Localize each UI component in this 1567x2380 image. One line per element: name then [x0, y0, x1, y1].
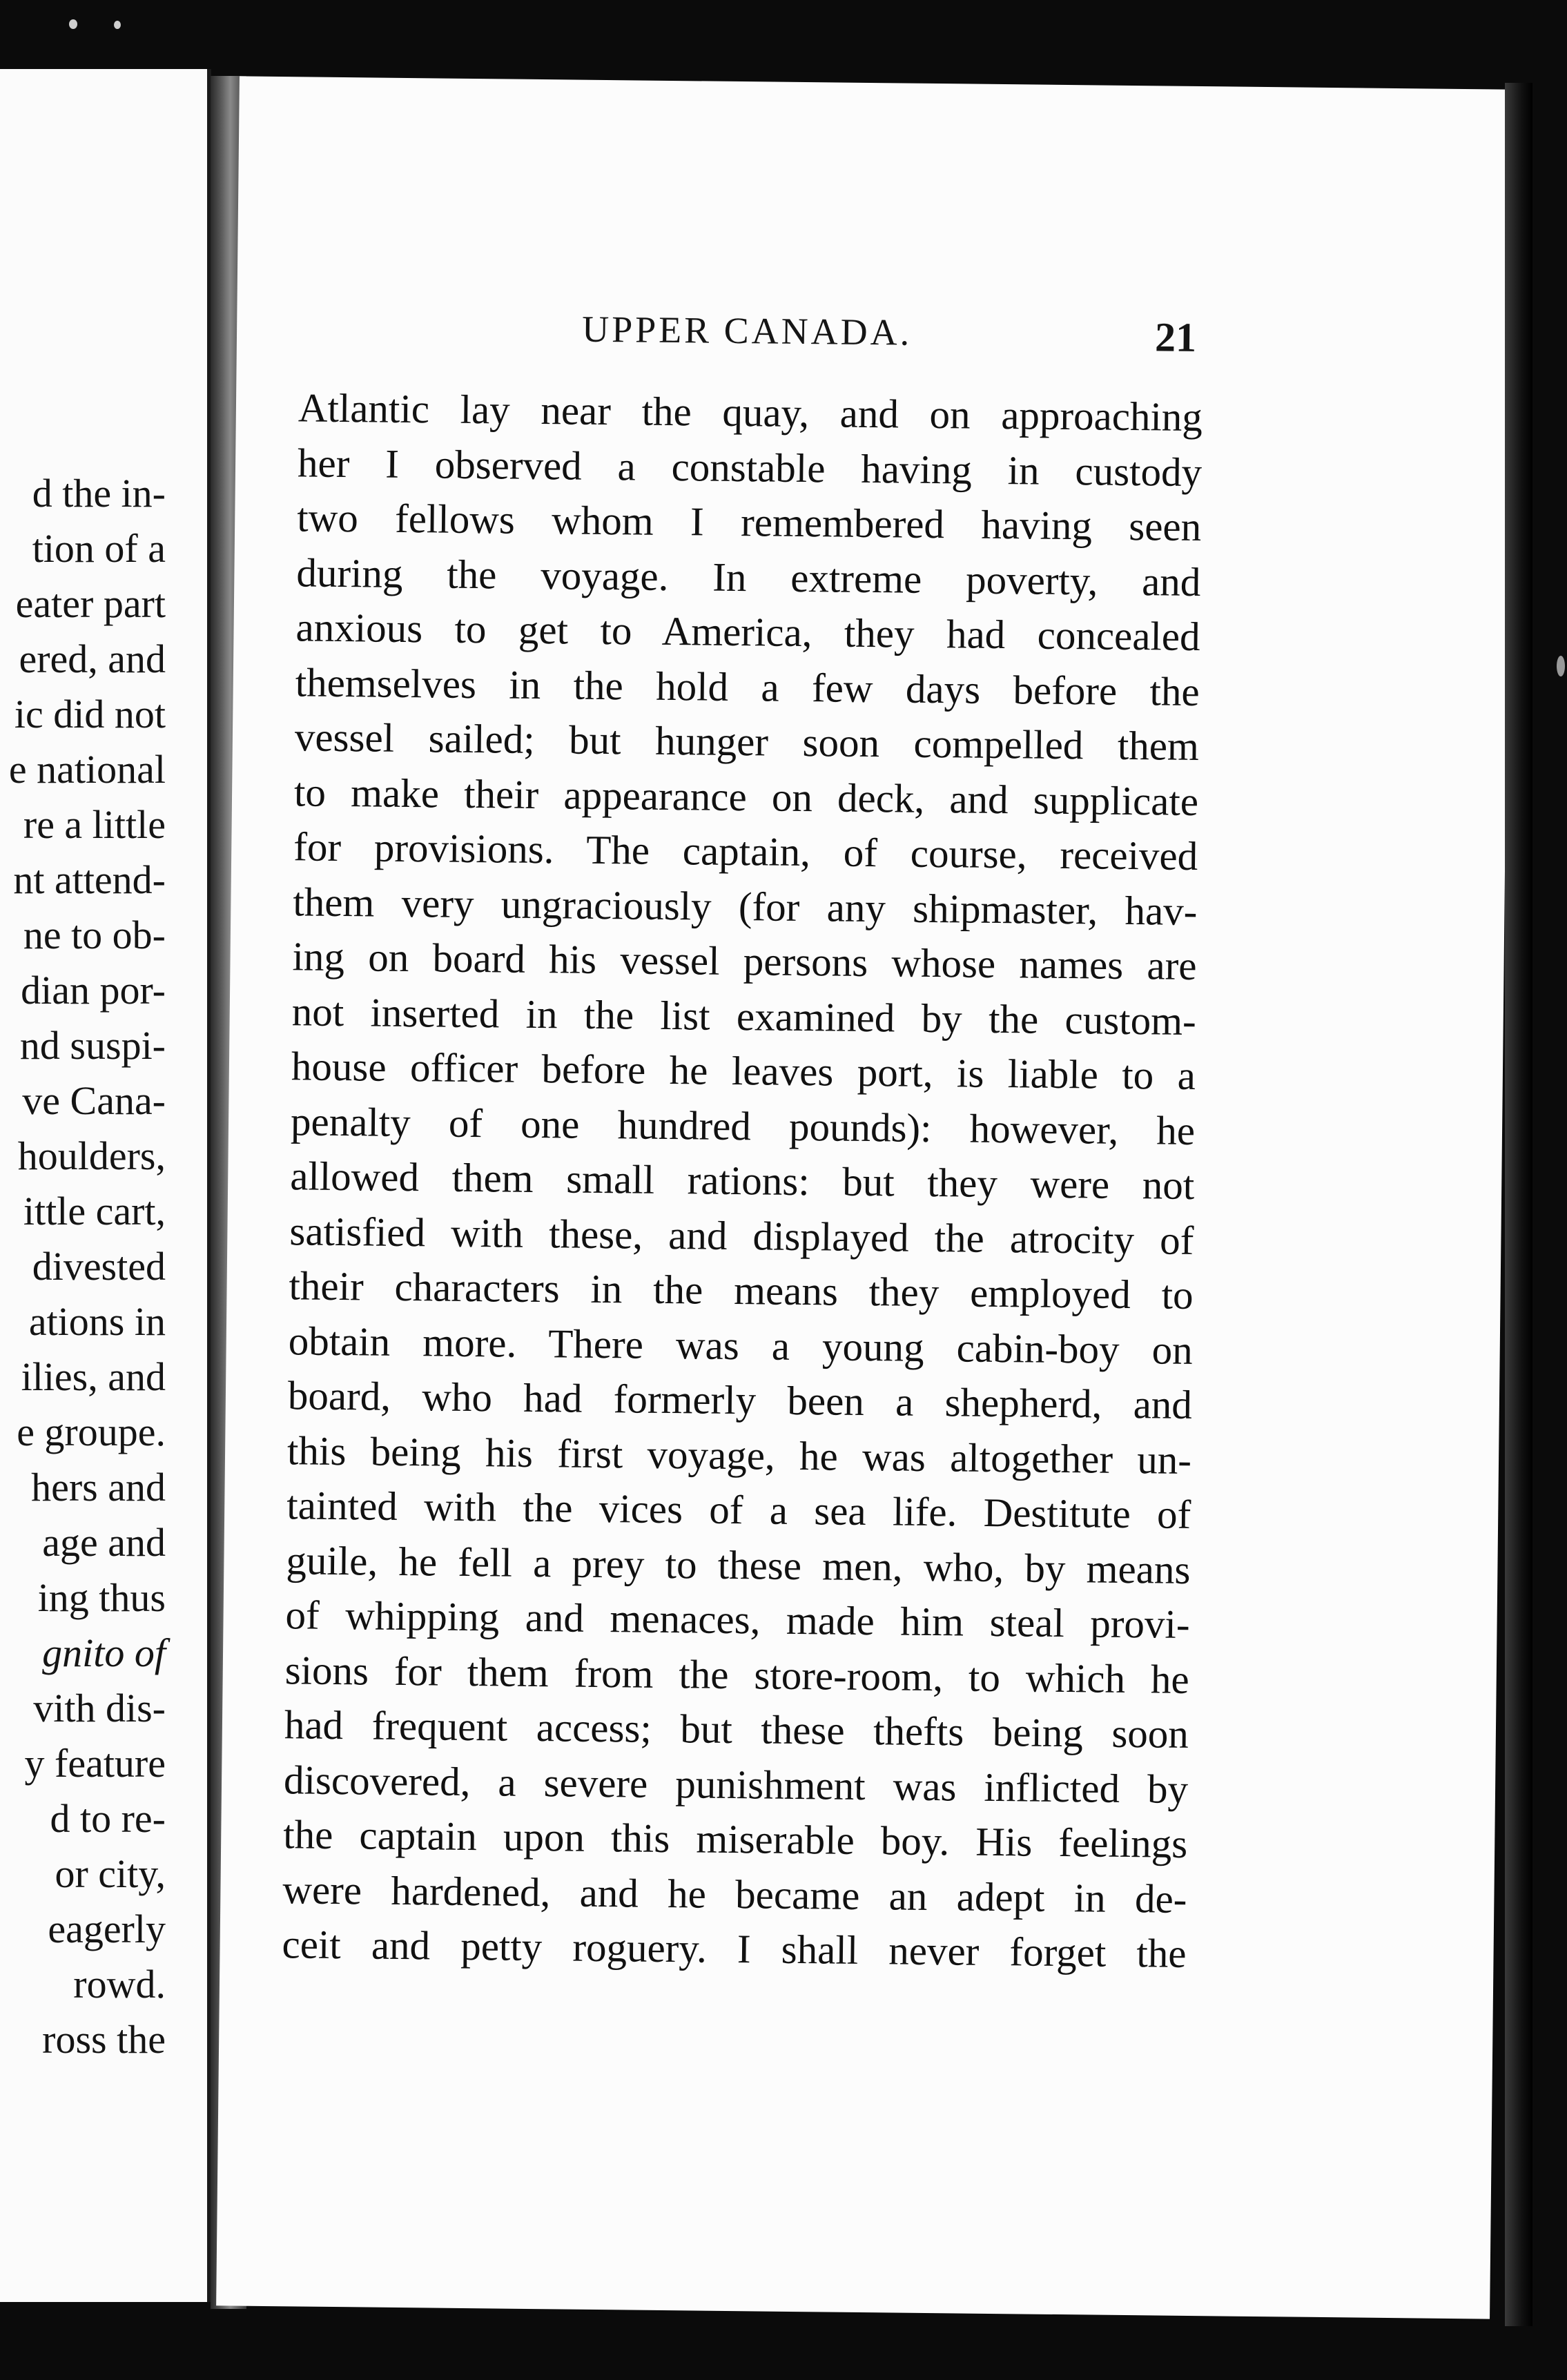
- text-line: ceit and petty roguery. I shall never forget the: [282, 1921, 1187, 1976]
- scan-speck: [1557, 656, 1565, 676]
- text-line: the captain upon this miserable boy. His feelings: [282, 1811, 1188, 1866]
- previous-page-line: ve Cana-: [22, 1078, 166, 1123]
- previous-page: [0, 69, 211, 2302]
- running-head: UPPER CANADA.: [581, 308, 913, 353]
- scan-speck: [69, 19, 77, 29]
- text-line: her I observed a constable having in custody: [297, 439, 1203, 495]
- previous-page-line: ered, and: [19, 636, 166, 681]
- previous-page-line: nd suspi-: [19, 1023, 166, 1068]
- scan-speck: [114, 21, 121, 29]
- text-line: for provisions. The captain, of course, received: [293, 823, 1198, 879]
- text-line: discovered, a severe punishment was inflicted by: [283, 1756, 1189, 1812]
- text-line: them very ungraciously (for any shipmaster, hav-: [293, 878, 1198, 934]
- previous-page-line: ilies, and: [21, 1354, 166, 1399]
- previous-page-line: d the in-: [32, 471, 166, 516]
- previous-page-line: eagerly: [48, 1906, 166, 1951]
- text-line: two fellows whom I remembered having seen: [296, 494, 1202, 550]
- text-line: tainted with the vices of a sea life. Destitute of: [286, 1482, 1191, 1537]
- previous-page-line: ne to ob-: [23, 913, 166, 957]
- text-line: penalty of one hundred pounds): however, he: [290, 1098, 1196, 1153]
- text-line: anxious to get to America, they had concealed: [295, 604, 1200, 660]
- text-line: during the voyage. In extreme poverty, and: [296, 549, 1201, 605]
- text-line: house officer before he leaves port, is liable to a: [291, 1043, 1196, 1099]
- text-line: had frequent access; but these thefts being soon: [284, 1701, 1189, 1757]
- previous-page-line: d to re-: [50, 1796, 166, 1841]
- previous-page-line: rowd.: [73, 1962, 166, 2007]
- previous-page-line: tion of a: [32, 526, 166, 571]
- text-line: vessel sailed; but hunger soon compelled them: [294, 714, 1200, 770]
- previous-page-line: dian por-: [21, 968, 166, 1013]
- previous-page-line: ing thus: [37, 1575, 166, 1620]
- previous-page-line: hers and: [31, 1465, 166, 1510]
- text-line: of whipping and menaces, made him steal provi-: [285, 1592, 1190, 1647]
- previous-page-line: re a little: [23, 802, 166, 847]
- previous-page-line: houlders,: [17, 1133, 166, 1178]
- previous-page-line: ross the: [42, 2017, 166, 2062]
- previous-page-line: divested: [32, 1244, 166, 1289]
- previous-page-line: ittle cart,: [23, 1189, 166, 1233]
- page-body: [282, 380, 1203, 1981]
- previous-page-line: nt attend-: [13, 857, 166, 902]
- previous-page-line: e national: [8, 747, 166, 792]
- text-line: not inserted in the list examined by the custom-: [291, 988, 1197, 1044]
- text-line: allowed them small rations: but they were not: [289, 1153, 1195, 1208]
- text-line: Atlantic lay near the quay, and on approaching: [298, 384, 1203, 440]
- previous-page-line: e groupe.: [17, 1410, 166, 1454]
- text-line: sions for them from the store-room, to which he: [284, 1646, 1190, 1702]
- previous-page-line: vith dis-: [33, 1686, 166, 1730]
- text-line: themselves in the hold a few days before the: [295, 659, 1200, 714]
- page-header: [237, 304, 1511, 372]
- text-line: this being his first voyage, he was altogether un-: [286, 1427, 1192, 1483]
- text-line: were hardened, and he became an adept in de-: [282, 1866, 1187, 1922]
- page-number: 21: [1154, 314, 1197, 360]
- text-line: guile, he fell a prey to these men, who, by means: [286, 1537, 1191, 1592]
- previous-page-line: gnito of: [42, 1630, 166, 1675]
- book-page: [216, 76, 1513, 2319]
- text-line: board, who had formerly been a shepherd, and: [287, 1372, 1193, 1427]
- page-edge: [1505, 83, 1532, 2326]
- text-line: ing on board his vessel persons whose names are: [292, 933, 1197, 989]
- previous-page-text: [0, 466, 166, 2067]
- previous-page-line: or city,: [55, 1851, 166, 1896]
- previous-page-line: ic did not: [14, 692, 166, 737]
- text-line: their characters in the means they employed to: [289, 1262, 1194, 1318]
- text-line: satisfied with these, and displayed the atrocity of: [289, 1207, 1194, 1263]
- previous-page-line: eater part: [15, 581, 166, 626]
- text-line: obtain more. There was a young cabin-boy on: [288, 1317, 1194, 1373]
- text-line: to make their appearance on deck, and supplicate: [293, 768, 1199, 824]
- previous-page-line: age and: [42, 1520, 166, 1565]
- previous-page-line: ations in: [28, 1299, 166, 1344]
- previous-page-line: y feature: [24, 1741, 166, 1786]
